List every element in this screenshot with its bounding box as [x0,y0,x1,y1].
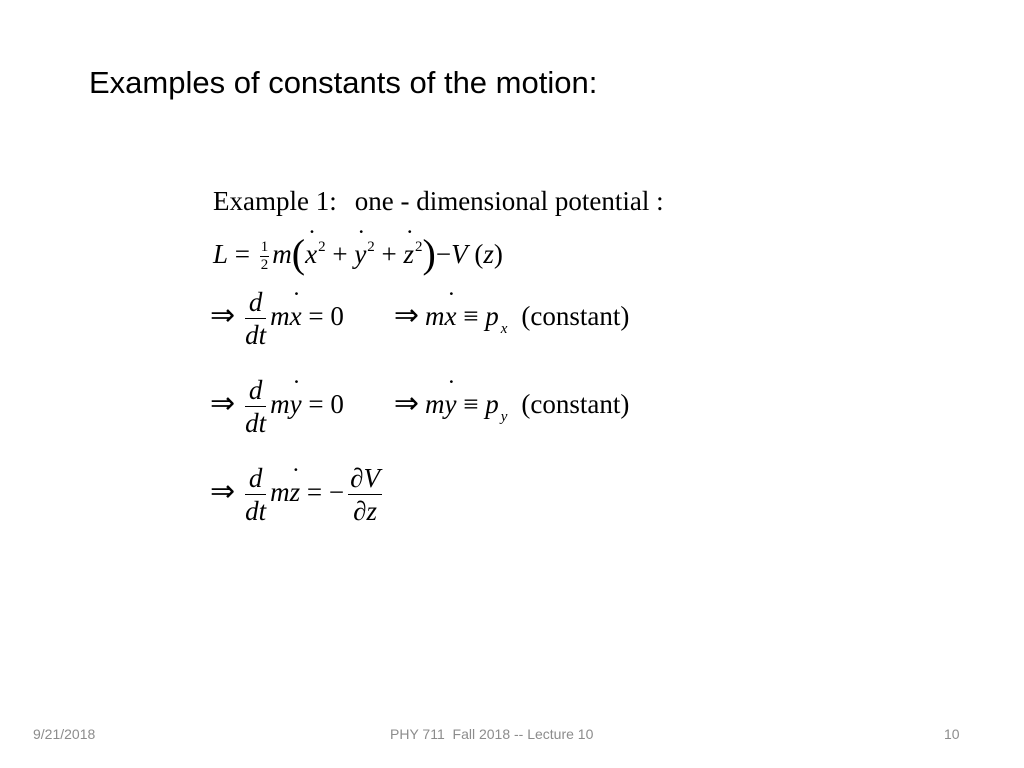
derivative-numerator: d [245,376,266,407]
partial-numerator: ∂V [348,464,382,495]
implies-arrow: ⇒ [210,387,236,421]
implies-arrow: ⇒ [393,387,420,421]
equiv-sign: ≡ [463,389,479,420]
derivative-numerator: d [245,464,266,495]
y-dot: y ˙ [445,389,457,420]
lagrangian-symbol: L [213,239,229,269]
mass-symbol: m [425,389,445,420]
right-paren: ) [493,239,503,269]
slide-title: Examples of constants of the motion: [89,65,598,100]
x-dot: x ˙ [290,301,302,332]
equiv-sign: ≡ [463,301,479,332]
fraction-numerator: 1 [260,239,269,256]
momentum-symbol: p [485,389,499,420]
derivative-numerator: d [245,288,266,319]
lagrangian-equation [213,231,503,276]
square-exponent: 2 [367,239,375,255]
left-paren: ( [291,231,306,276]
footer-page-number: 10 [944,726,960,742]
constant-label: (constant) [521,301,630,332]
implies-arrow: ⇒ [210,299,236,333]
left-paren: ( [474,239,484,269]
y-dot: y ˙ [354,239,366,270]
equals-sign: = [234,239,251,269]
z-dot: z ˙ [404,239,415,270]
implies-arrow: ⇒ [210,475,236,509]
derivative-denominator: dt [245,320,267,351]
square-exponent: 2 [415,239,423,255]
equals-sign: = [308,301,324,332]
derivative-fraction [245,376,266,438]
equals-sign: = [306,477,323,508]
derivative-denominator: dt [245,496,267,527]
derivative-fraction [245,288,266,350]
y-dot: y ˙ [290,389,302,420]
subscript-y: y [500,409,508,426]
footer-date: 9/21/2018 [33,726,96,742]
example-heading [213,186,664,217]
momentum-symbol: p [485,301,499,332]
zero-value: 0 [330,389,344,420]
mass-symbol: m [270,477,290,508]
zero-value: 0 [330,301,344,332]
potential-symbol: V [451,239,468,269]
footer-course: PHY 711 Fall 2018 -- Lecture 10 [390,726,594,742]
y-momentum-equation [210,376,629,438]
fraction-denominator: 2 [260,257,269,274]
minus-sign: − [435,239,452,269]
derivative-fraction [245,464,266,526]
z-force-equation [210,464,386,526]
mass-symbol: m [270,301,290,332]
constant-label: (constant) [521,389,630,420]
half-fraction [260,240,270,273]
subscript-x: x [500,321,508,338]
math-block [210,180,810,560]
partial-denominator: ∂z [353,496,377,527]
x-momentum-equation [210,288,629,350]
x-dot: x ˙ [305,239,317,270]
plus-sign: + [332,239,348,269]
derivative-denominator: dt [245,408,267,439]
equals-sign: = [308,389,324,420]
mass-symbol: m [272,239,292,269]
example-label: Example 1: [213,186,337,216]
square-exponent: 2 [318,239,326,255]
mass-symbol: m [425,301,445,332]
right-paren: ) [422,231,436,276]
minus-sign: − [328,477,345,508]
example-description: one - dimensional potential : [354,186,664,216]
implies-arrow: ⇒ [393,299,420,333]
z-symbol: z [483,239,494,269]
partial-derivative-fraction [348,464,382,526]
z-dot: z ˙ [290,477,301,508]
x-dot: x ˙ [445,301,457,332]
plus-sign: + [381,239,397,269]
mass-symbol: m [270,389,290,420]
